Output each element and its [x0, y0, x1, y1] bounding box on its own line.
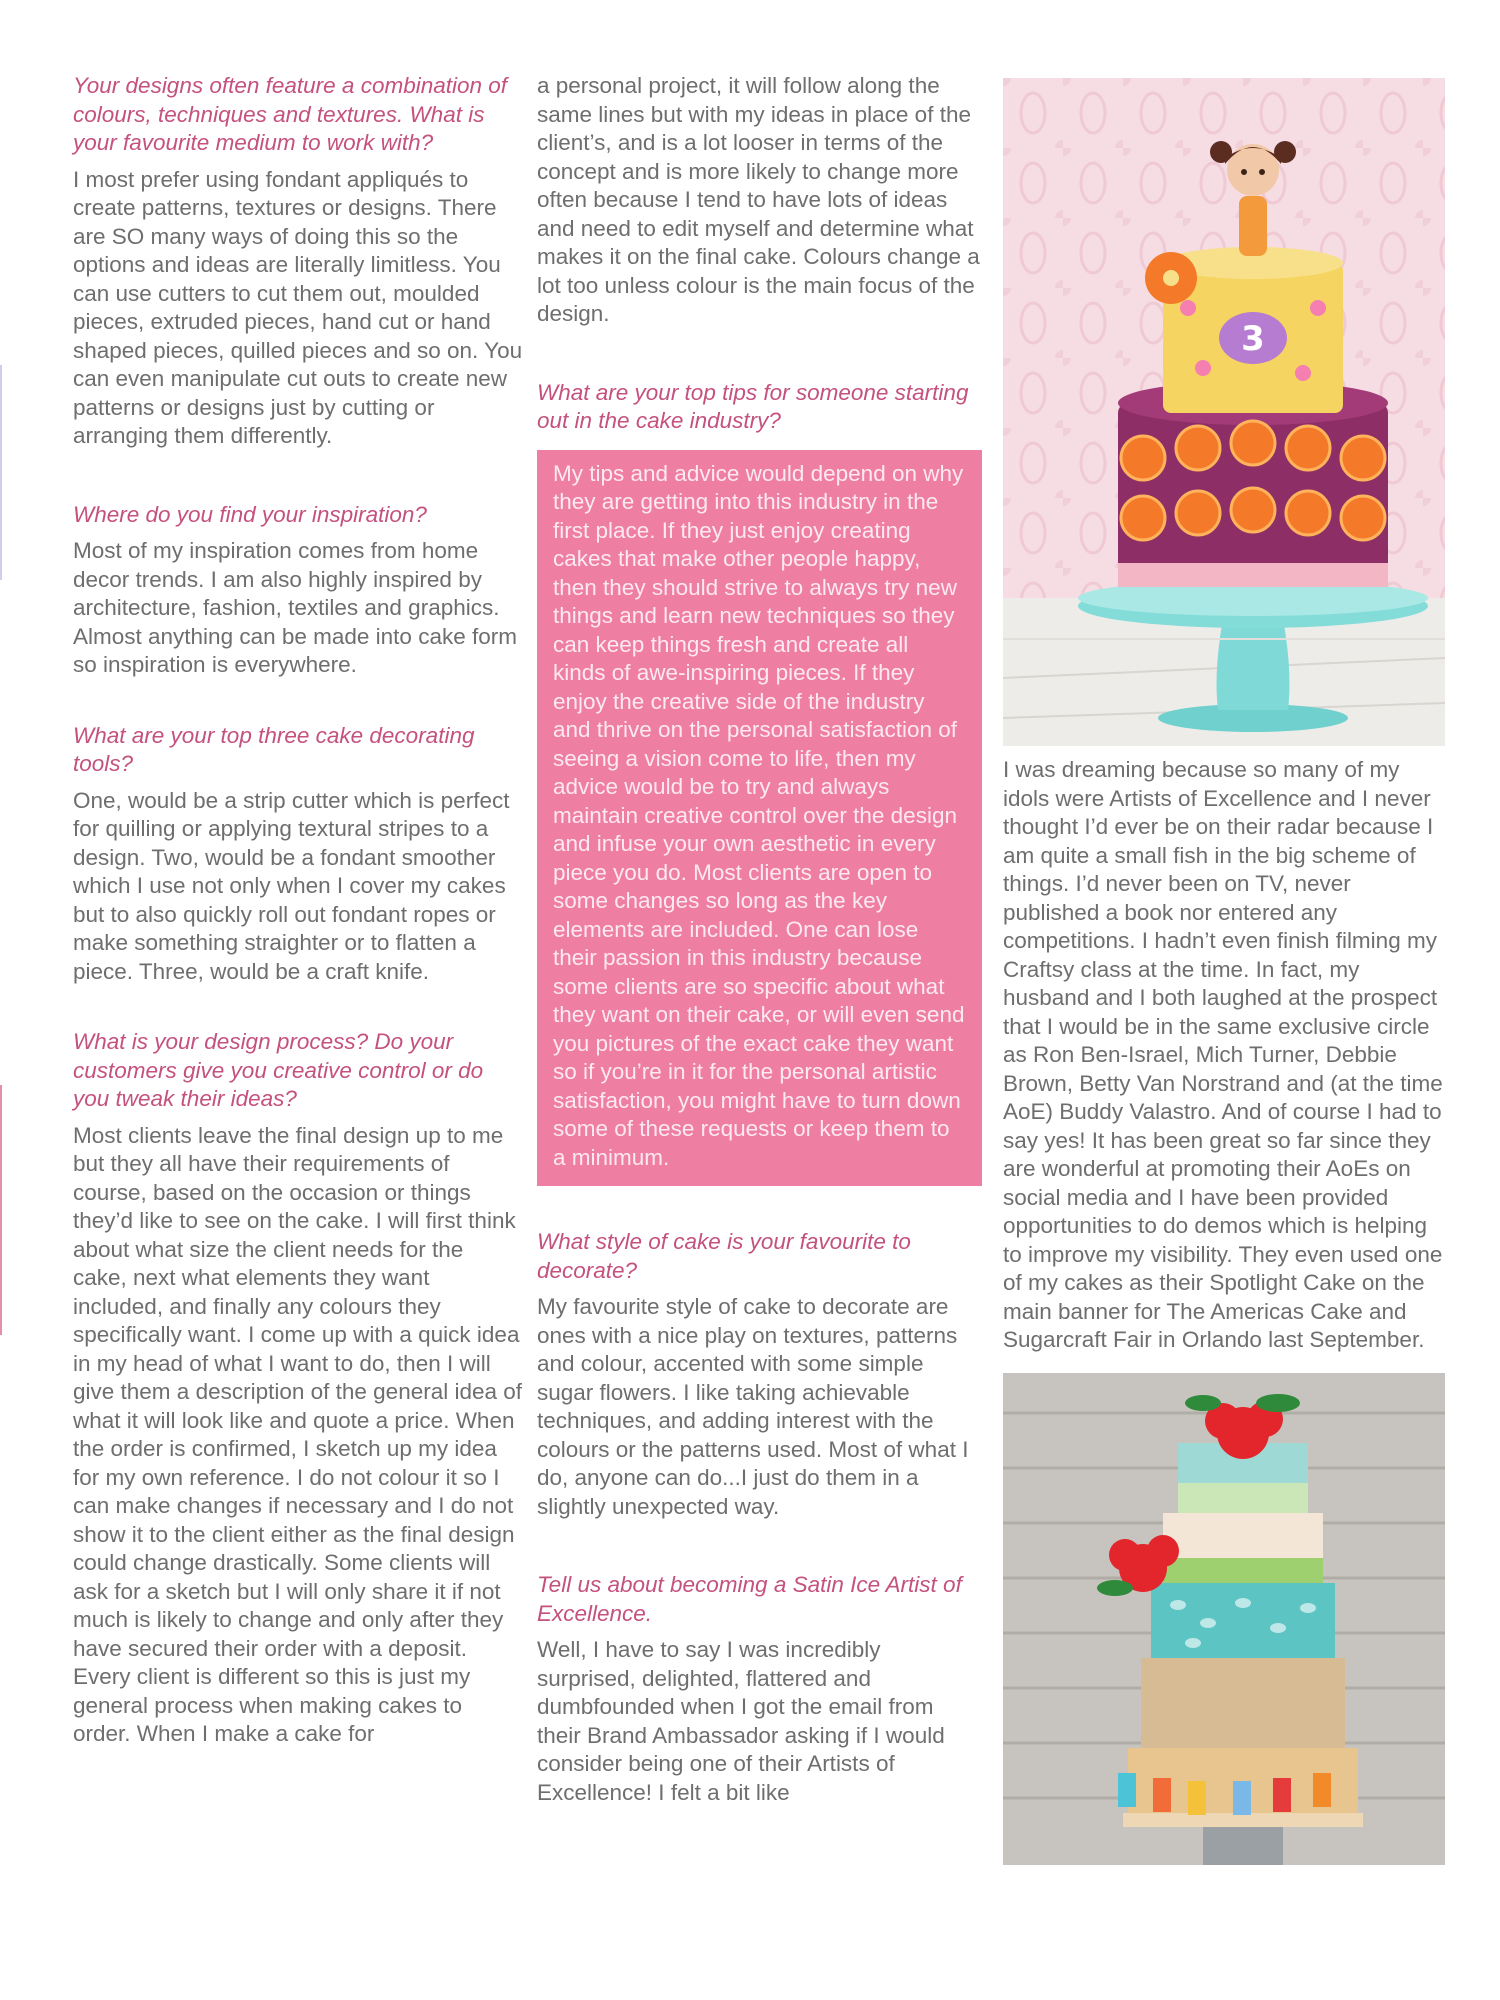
- question-inspiration: Where do you find your inspiration?: [73, 501, 427, 527]
- answer-design-process-continued: a personal project, it will follow along the same lines but with my ideas in place of the client’s, and is a lot looser in terms of the concept and is more likely to change more often because I tend to have lots of ideas and need to edit myself and determine what makes it on the final cake. Colours change a lot too unless colour is the main focus of the design.: [537, 73, 980, 326]
- answer-top-tools: One, would be a strip cutter which is perfect for quilling or applying textural stripes to a design. Two, would be a fondant smoother which I use not only when I cover my cakes but to also quickly roll out fondant ropes or make something straighter or to flatten a piece. Three, would be a craft knife.: [73, 787, 510, 984]
- question-favourite-medium: Your designs often feature a combination of colours, techniques and textures. What is your favourite medium to work with?: [73, 73, 508, 155]
- tiered-tropical-cake-photo: [1003, 1373, 1445, 1865]
- answer-inspiration: Most of my inspiration comes from home decor trends. I am also highly inspired by architecture, fashion, textiles and graphics. Almost anything can be made into cake form so inspiration is everywhere.: [73, 538, 517, 677]
- column-middle: [537, 72, 982, 1807]
- column-right: [1003, 78, 1448, 1865]
- question-top-tools: What are your top three cake decorating tools?: [73, 722, 475, 776]
- tips-callout-box: [537, 450, 982, 1187]
- doll-cake-photo: [1003, 78, 1445, 746]
- question-favourite-style: What style of cake is your favourite to decorate?: [537, 1229, 911, 1283]
- column-left: [73, 72, 523, 1749]
- question-artist-of-excellence: Tell us about becoming a Satin Ice Artist of Excellence.: [537, 1572, 962, 1626]
- svg-text:3: 3: [1241, 319, 1265, 359]
- answer-top-tips: My tips and advice would depend on why they are getting into this industry in the first place. If they just enjoy creating cakes that make other people happy, then they should strive to always try new things and learn new techniques so they can keep things fresh and create all kinds of awe-inspiring pieces. If they enjoy the creative side of the industry and thrive on the personal satisfaction of seeing a vision come to life, then my advice would be to try and always maintain creative control over the design and infuse your own aesthetic in every piece you do. Most clients are open to some changes so long as the key elements are included. One can lose their passion in this industry because some clients are so specific about what they want on their cake, or will even send you pictures of the exact cake they want so if you’re in it for the personal artistic satisfaction, you might have to turn down some of these requests or keep them to a minimum.: [553, 460, 965, 1170]
- answer-design-process: Most clients leave the final design up to me but they all have their requirements of course, based on the occasion or things they’d like to see on the cake. I will first think about what size the client needs for the cake, next what elements they want included, and finally any colours they specifically want. I come up with a quick idea in my head of what I want to do, then I will give them a description of the general idea of what it will look like and quote a price. When the order is confirmed, I sketch up my idea for my own reference. I do not colour it so I can make changes if necessary and I do not show it to the client either as the final design could change drastically. Some clients will ask for a sketch but I will only share it if not much is likely to change and only after they have secured their order with a deposit. Every client is different so this is just my general process when making cakes to order. When I make a cake for: [73, 1122, 523, 1746]
- answer-artist-of-excellence: Well, I have to say I was incredibly surprised, delighted, flattered and dumbfounded when I got the email from their Brand Ambassador asking if I would consider being one of their Artists of Excellence! I felt a bit like: [537, 1637, 945, 1805]
- question-top-tips: What are your top tips for someone starting out in the cake industry?: [537, 379, 969, 433]
- answer-artist-of-excellence-continued: I was dreaming because so many of my idols were Artists of Excellence and I never thought I’d ever be on their radar because I am quite a small fish in the big scheme of things. I’d never been on TV, never published a book nor entered any competitions. I hadn’t even finish filming my Craftsy class at the time. In fact, my husband and I both laughed at the prospect that I would be in the same exclusive circle as Ron Ben-Israel, Mich Turner, Debbie Brown, Betty Van Norstrand and (at the time AoE) Buddy Valastro. And of course I had to say yes! It has been great so far since they are wonderful at promoting their AoEs on social media and I have been provided opportunities to do demos which is helping to improve my visibility. They even used one of my cakes as their Spotlight Cake on the main banner for The Americas Cake and Sugarcraft Fair in Orlando last September.: [1003, 757, 1443, 1352]
- question-design-process: What is your design process? Do your customers give you creative control or do you tweak their ideas?: [73, 1029, 484, 1111]
- answer-favourite-style: My favourite style of cake to decorate are ones with a nice play on textures, patterns and colour, accented with some simple sugar flowers. I like taking achievable techniques, and adding interest with the colours or the patterns used. Most of what I do, anyone can do...I just do them in a slightly unexpected way.: [537, 1294, 969, 1519]
- answer-favourite-medium: I most prefer using fondant appliqués to create patterns, textures or designs. There are SO many ways of doing this so the options and ideas are literally limitless. You can use cutters to cut them out, moulded pieces, extruded pieces, hand cut or hand shaped pieces, quilled pieces and so on. You can even manipulate cut outs to create new patterns or designs just by cutting or arranging them differently.: [73, 166, 523, 448]
- page-edge-accent-pink: [0, 1085, 2, 1335]
- page-edge-accent-lavender: [0, 365, 2, 580]
